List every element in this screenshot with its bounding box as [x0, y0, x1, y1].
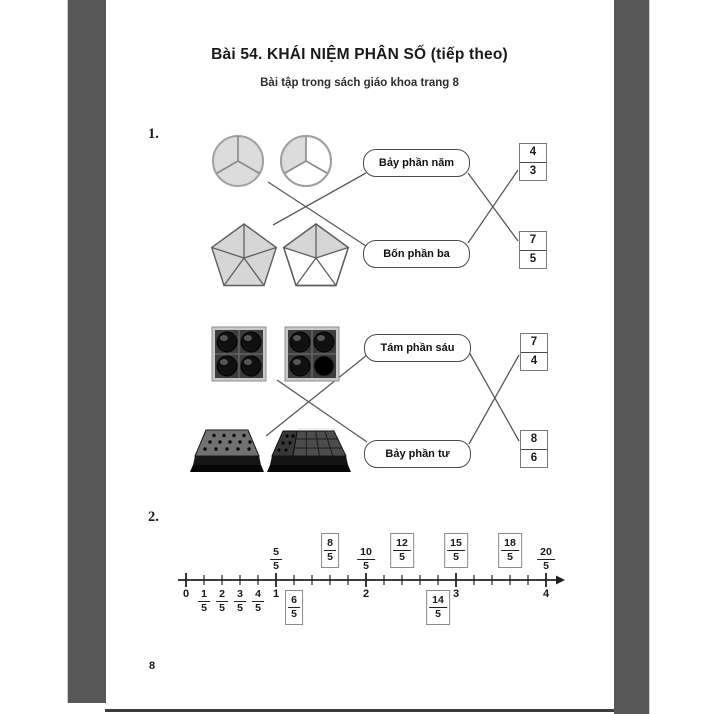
fraction-card-7-4: [520, 333, 548, 371]
number-line-fraction-label-boxed: $\frac{14}{5}$: [426, 590, 450, 625]
number-line-fraction-label: $\frac{20}{5}$: [537, 546, 555, 573]
axis-arrow-icon: [556, 576, 565, 585]
number-line-fraction-label: $\frac{5}{5}$: [270, 546, 282, 573]
pill-label: Bảy phần tư: [385, 448, 450, 460]
number-line-integer-label: 4: [542, 588, 550, 600]
ball-box-full: [212, 327, 266, 381]
number-line-fraction-label: $\frac{1}{5}$: [198, 588, 210, 615]
number-line-fraction-label: $\frac{4}{5}$: [252, 588, 264, 615]
number-line-integer-label: 2: [362, 588, 370, 600]
fraction-card-8-6: [520, 430, 548, 468]
ball-box-three-of-four: [285, 327, 339, 381]
fraction-numerator: 4: [520, 144, 546, 163]
number-line-fraction-label-boxed: $\frac{15}{5}$: [444, 533, 468, 568]
fraction-card-7-5: [519, 231, 547, 269]
number-line-integer-label: 0: [182, 588, 190, 600]
number-line-fraction-label-boxed: $\frac{8}{5}$: [321, 533, 339, 568]
tray-partial: [267, 430, 351, 473]
number-line-fraction-label-boxed: $\frac{12}{5}$: [390, 533, 414, 568]
fraction-numerator: 7: [521, 334, 547, 353]
fraction-numerator: 8: [521, 431, 547, 450]
number-line-fraction-label-boxed: $\frac{6}{5}$: [285, 590, 303, 625]
match-line-bon-phan-ba-to-4-3: [468, 170, 518, 243]
match-lines: [266, 170, 519, 444]
number-line-integer-label: 3: [452, 588, 460, 600]
number-line-integer-label: 1: [272, 588, 280, 600]
pill-label: Bốn phần ba: [383, 248, 450, 260]
page-number: 8: [149, 660, 156, 672]
pentagons-fifths-figure: [212, 224, 349, 286]
fraction-denominator: 5: [529, 252, 537, 265]
page-subtitle: Bài tập trong sách giáo khoa trang 8: [260, 77, 459, 89]
number-line-fraction-label: $\frac{10}{5}$: [357, 546, 375, 573]
number-line-axis: [178, 573, 565, 587]
tray-full: [190, 430, 264, 472]
fraction-name-pill-tam-phan-sau: [364, 334, 471, 362]
fraction-numerator: 7: [520, 232, 546, 251]
fraction-name-pill-bay-phan-nam: [363, 149, 470, 177]
fraction-name-pill-bon-phan-ba: [363, 240, 470, 268]
trays-sixths-figure: [190, 430, 351, 473]
match-line-tam-phan-sau-to-8-6: [469, 352, 519, 441]
fraction-denominator: 3: [529, 164, 537, 177]
number-line-fraction-label-boxed: $\frac{18}{5}$: [498, 533, 522, 568]
ball-boxes-fourths-figure: [212, 327, 339, 381]
fraction-card-4-3: [519, 143, 547, 181]
number-line-fraction-label: $\frac{2}{5}$: [216, 588, 228, 615]
axis-ticks: [186, 573, 546, 587]
circles-thirds-figure: [213, 136, 331, 186]
fraction-name-pill-bay-phan-tu: [364, 440, 471, 468]
fraction-denominator: 6: [530, 451, 538, 464]
pill-label: Bảy phần năm: [378, 157, 455, 169]
pill-label: Tám phần sáu: [380, 342, 455, 354]
match-line-bay-phan-tu-to-7-4: [469, 355, 519, 444]
exercise-1-number: 1.: [148, 126, 159, 142]
page-title: Bài 54. KHÁI NIỆM PHÂN SỐ (tiếp theo): [211, 46, 508, 63]
exercise-2-number: 2.: [148, 509, 159, 525]
number-line-fraction-label: $\frac{3}{5}$: [234, 588, 246, 615]
fraction-denominator: 4: [530, 354, 538, 367]
